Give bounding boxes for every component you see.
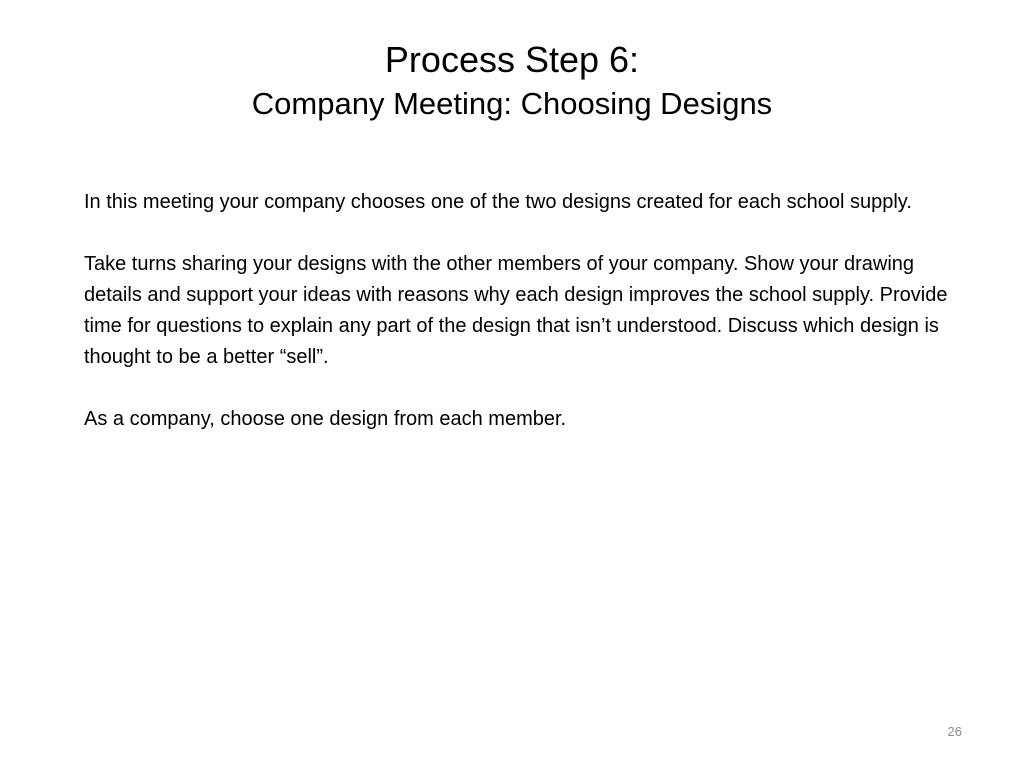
title-line-2: Company Meeting: Choosing Designs [251,86,773,121]
paragraph-sharing: Take turns sharing your designs with the other members of your company. Show your drawing details and support your ideas with reasons why each design improves the school supply. Provide time for questions to explain any part of the design that isn’t understood. Discuss which design is thought to be a better “sell”. [84,253,948,368]
paragraph-choose: As a company, choose one design from each member. [84,408,567,430]
slide-number: 26 [947,724,962,739]
slide-title [0,38,1024,124]
paragraph-intro: In this meeting your company chooses one of the two designs created for each school supply. [84,191,912,213]
title-line-1: Process Step 6: [384,39,640,80]
slide-body [84,187,954,466]
